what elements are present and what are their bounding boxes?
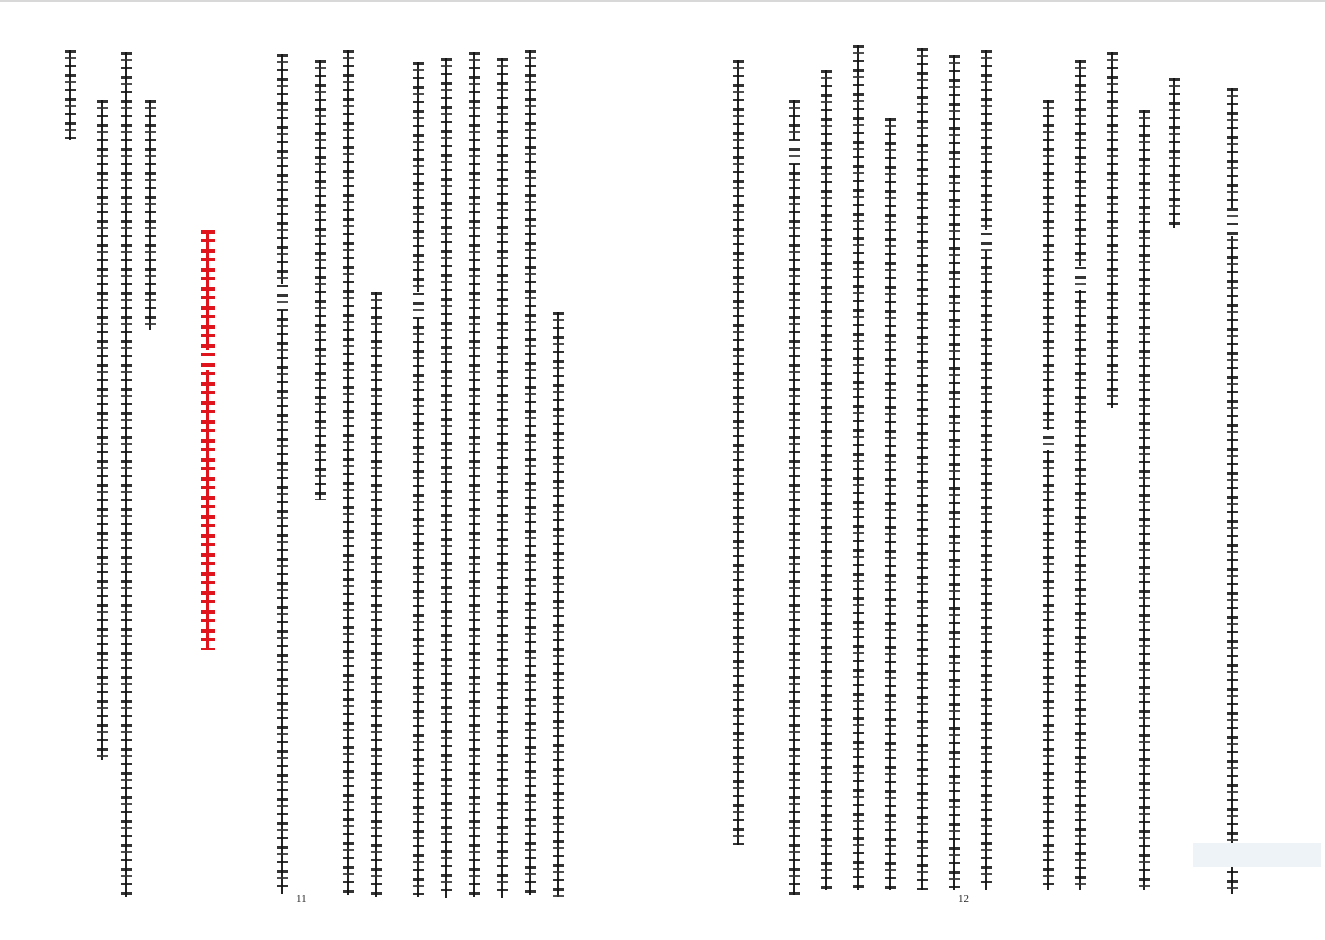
text-line (468, 52, 481, 897)
section-heading (200, 230, 216, 650)
text-line (1074, 60, 1087, 890)
text-line (120, 52, 133, 897)
text-line (96, 100, 109, 760)
text-line (980, 50, 993, 890)
text-line (884, 118, 897, 890)
text-line (820, 70, 833, 890)
text-line (552, 312, 565, 897)
text-line (916, 48, 929, 890)
text-line (732, 60, 745, 845)
page-number-right: 12 (958, 893, 969, 905)
text-line (440, 58, 453, 898)
text-line (276, 54, 289, 894)
text-line (852, 45, 865, 890)
text-line (370, 292, 383, 897)
text-line (412, 62, 425, 897)
text-line (524, 50, 537, 895)
text-line (1106, 52, 1119, 408)
text-line (342, 50, 355, 895)
watermark (1193, 843, 1321, 867)
text-line (948, 55, 961, 890)
text-line (1168, 78, 1181, 228)
text-line (1226, 88, 1239, 894)
text-line (496, 58, 509, 898)
text-line (788, 100, 801, 895)
page-number-left: 11 (296, 893, 307, 905)
text-line (64, 50, 77, 140)
text-line (1042, 100, 1055, 890)
text-line (144, 100, 157, 330)
text-line (314, 60, 327, 500)
text-line (1138, 110, 1151, 890)
